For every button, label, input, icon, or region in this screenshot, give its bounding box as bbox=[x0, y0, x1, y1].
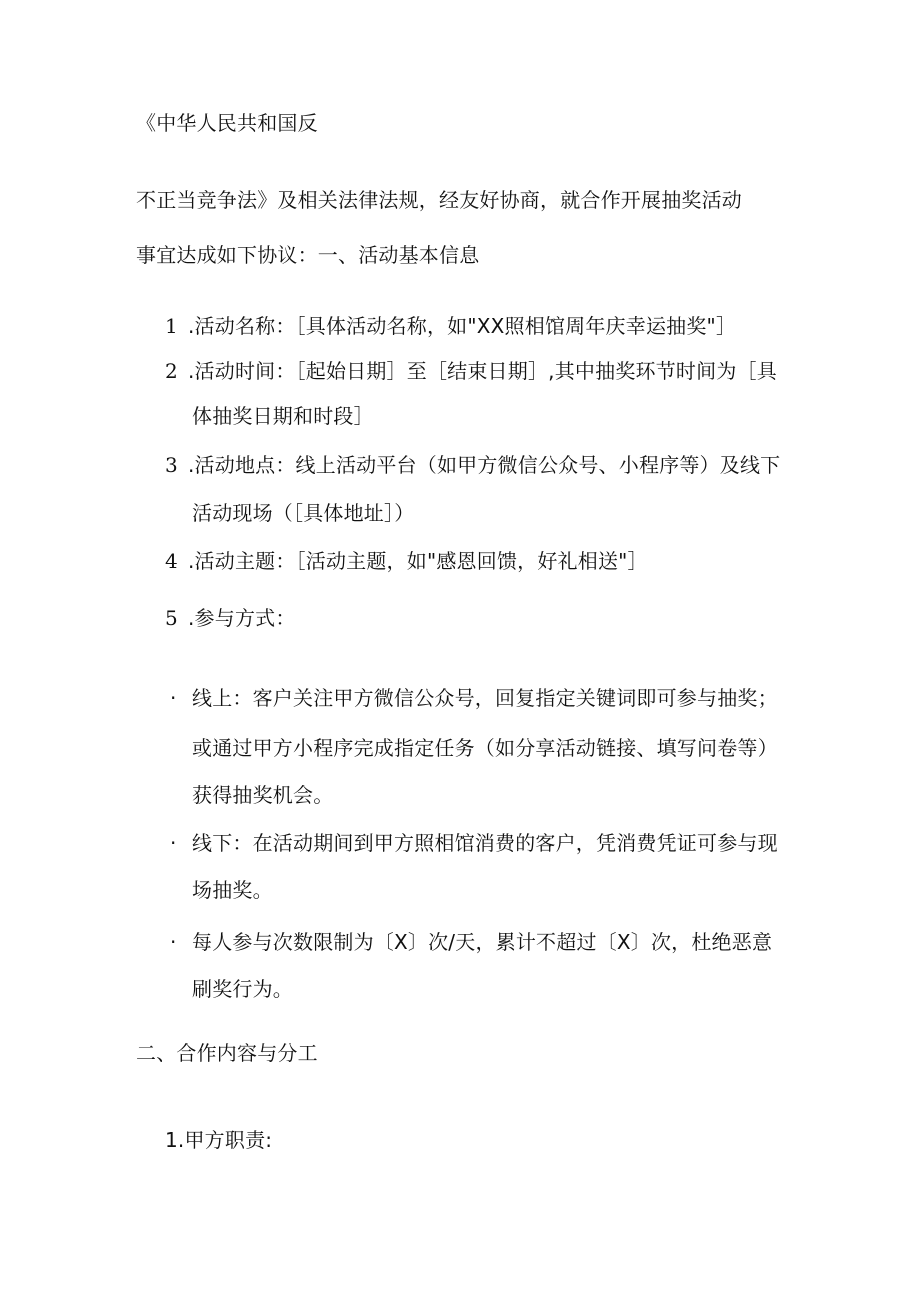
bullet-text: 线下：在活动期间到甲方照相馆消费的客户，凭消费凭证可参与现 bbox=[192, 831, 778, 855]
item-number: 5 bbox=[165, 606, 178, 630]
bullet-text: 线上：客户关注甲方微信公众号，回复指定关键词即可参与抽奖； bbox=[192, 686, 778, 710]
bullet-text-continued: 刷奖行为。 bbox=[192, 977, 293, 1001]
item-text: .活动主题：［活动主题，如"感恩回馈，好礼相送"］ bbox=[188, 549, 648, 573]
item-text-continued: 体抽奖日期和时段］ bbox=[192, 404, 374, 428]
bullet-mark: · bbox=[170, 686, 177, 710]
bullet-mark: · bbox=[170, 831, 177, 855]
section-heading: 二、合作内容与分工 bbox=[136, 1041, 318, 1065]
item-number: 3 bbox=[165, 453, 178, 477]
bullet-text-continued: 获得抽奖机会。 bbox=[192, 783, 334, 807]
intro-line-1: 《中华人民共和国反 bbox=[136, 111, 318, 135]
bullet-text: 每人参与次数限制为〔X〕次/天，累计不超过〔X〕次，杜绝恶意 bbox=[192, 930, 773, 954]
item-text-continued: 活动现场（［具体地址］） bbox=[192, 501, 415, 525]
item-number: 1 bbox=[165, 314, 178, 338]
subsection-heading: 1.甲方职责: bbox=[165, 1128, 273, 1152]
item-text: .活动地点：线上活动平台（如甲方微信公众号、小程序等）及线下 bbox=[188, 453, 781, 477]
bullet-text-continued: 场抽奖。 bbox=[192, 878, 273, 902]
item-text: .活动时间：［起始日期］至［结束日期］,其中抽奖环节时间为［具 bbox=[188, 359, 777, 383]
item-text: .参与方式： bbox=[188, 606, 296, 630]
item-text: .活动名称：［具体活动名称，如"XX照相馆周年庆幸运抽奖"］ bbox=[188, 314, 737, 338]
bullet-text-continued: 或通过甲方小程序完成指定任务（如分享活动链接、填写问卷等） bbox=[192, 736, 778, 760]
intro-line-3: 事宜达成如下协议：一、活动基本信息 bbox=[136, 243, 480, 267]
item-number: 4 bbox=[165, 549, 178, 573]
intro-line-2: 不正当竞争法》及相关法律法规，经友好协商，就合作开展抽奖活动 bbox=[136, 188, 742, 212]
bullet-mark: · bbox=[170, 930, 177, 954]
item-number: 2 bbox=[165, 359, 178, 383]
